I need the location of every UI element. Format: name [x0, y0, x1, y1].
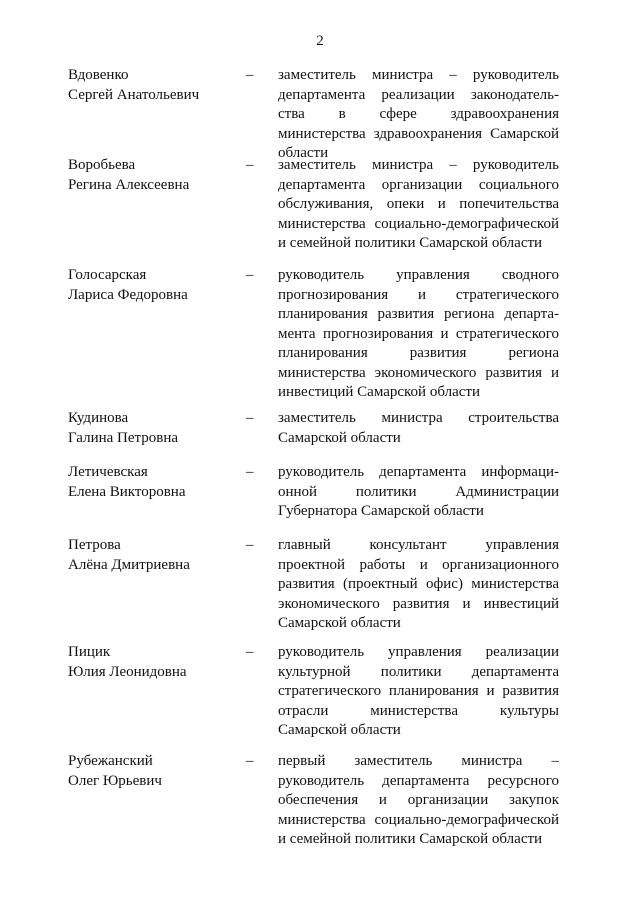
description-line: онной политики Администрации [278, 483, 559, 500]
position-description [278, 643, 559, 741]
surname: Пицик [68, 644, 111, 660]
surname: Голосарская [68, 267, 147, 283]
description-line: заместитель министра – руководитель [278, 67, 559, 83]
description-line: руководитель управления реализации [278, 644, 559, 660]
position-description [278, 66, 559, 164]
description-line: заместитель министра – руководитель [278, 157, 559, 173]
dash-separator: – [246, 464, 254, 480]
given-name: Алёна Дмитриевна [68, 556, 190, 573]
description-line: инвестиций Самарской области [278, 384, 480, 400]
given-name: Галина Петровна [68, 429, 179, 446]
dash-separator: – [246, 410, 254, 426]
position-description [278, 156, 559, 254]
position-description [278, 266, 559, 403]
surname: Летичевская [68, 464, 148, 480]
description-line: министерства социально-демографической [278, 811, 559, 828]
description-line: Губернатора Самарской области [278, 503, 484, 519]
person-name [68, 643, 238, 682]
description-line: первый заместитель министра – [278, 753, 559, 769]
description-line: департамента организации социального [278, 176, 559, 193]
position-description [278, 536, 559, 634]
description-line: ства в сфере здравоохранения [278, 106, 559, 122]
description-line: и семейной политики Самарской области [278, 831, 543, 847]
given-name: Олег Юрьевич [68, 772, 162, 789]
position-description [278, 463, 559, 522]
description-line: и семейной политики Самарской области [278, 235, 543, 251]
description-line: проектной работы и организационного [278, 556, 559, 573]
description-line: стратегического планирования и развития [278, 683, 559, 699]
description-line: Самарской области [278, 722, 401, 738]
description-line: министерства экономического развития и [278, 364, 559, 381]
person-name [68, 266, 238, 305]
description-line: Самарской области [278, 429, 401, 446]
description-line: мента прогнозирования и стратегического [278, 325, 559, 342]
person-name [68, 463, 238, 502]
given-name: Елена Викторовна [68, 483, 186, 500]
description-line: обслуживания, опеки и попечительства [278, 196, 559, 212]
description-line: департамента реализации законодатель- [278, 86, 559, 103]
description-line: планирования развития региона департа- [278, 306, 559, 322]
description-line: министерства здравоохранения Самарской [278, 125, 559, 142]
surname: Петрова [68, 537, 121, 553]
position-description [278, 752, 559, 850]
surname: Вдовенко [68, 67, 129, 83]
dash-separator: – [246, 753, 254, 769]
description-line: министерства социально-демографической [278, 215, 559, 232]
description-line: развития (проектный офис) министерства [278, 576, 559, 592]
surname: Рубежанский [68, 753, 153, 769]
person-name [68, 156, 238, 195]
position-description [278, 409, 559, 448]
page-number: 2 [316, 33, 324, 49]
given-name: Юлия Леонидовна [68, 663, 187, 680]
description-line: Самарской области [278, 615, 401, 631]
description-line: области [278, 145, 329, 161]
person-name [68, 66, 238, 105]
person-name [68, 536, 238, 575]
surname: Кудинова [68, 410, 129, 426]
given-name: Сергей Анатольевич [68, 86, 200, 103]
description-line: экономического развития и инвестиций [278, 595, 559, 612]
surname: Воробьева [68, 157, 136, 173]
description-line: обеспечения и организации закупок [278, 792, 559, 808]
description-line: руководитель департамента ресурсного [278, 772, 559, 789]
description-line: руководитель управления сводного [278, 267, 559, 283]
person-name [68, 752, 238, 791]
description-line: отрасли министерства культуры [278, 702, 559, 719]
description-line: планирования развития региона [278, 345, 559, 361]
description-line: культурной политики департамента [278, 663, 559, 680]
dash-separator: – [246, 537, 254, 553]
description-line: руководитель департамента информаци- [278, 464, 559, 480]
dash-separator: – [246, 157, 254, 173]
person-name [68, 409, 238, 448]
dash-separator: – [246, 644, 254, 660]
dash-separator: – [246, 267, 254, 283]
given-name: Регина Алексеевна [68, 176, 190, 193]
description-line: заместитель министра строительства [278, 410, 559, 426]
dash-separator: – [246, 67, 254, 83]
description-line: прогнозирования и стратегического [278, 286, 559, 303]
given-name: Лариса Федоровна [68, 286, 188, 303]
description-line: главный консультант управления [278, 537, 559, 553]
